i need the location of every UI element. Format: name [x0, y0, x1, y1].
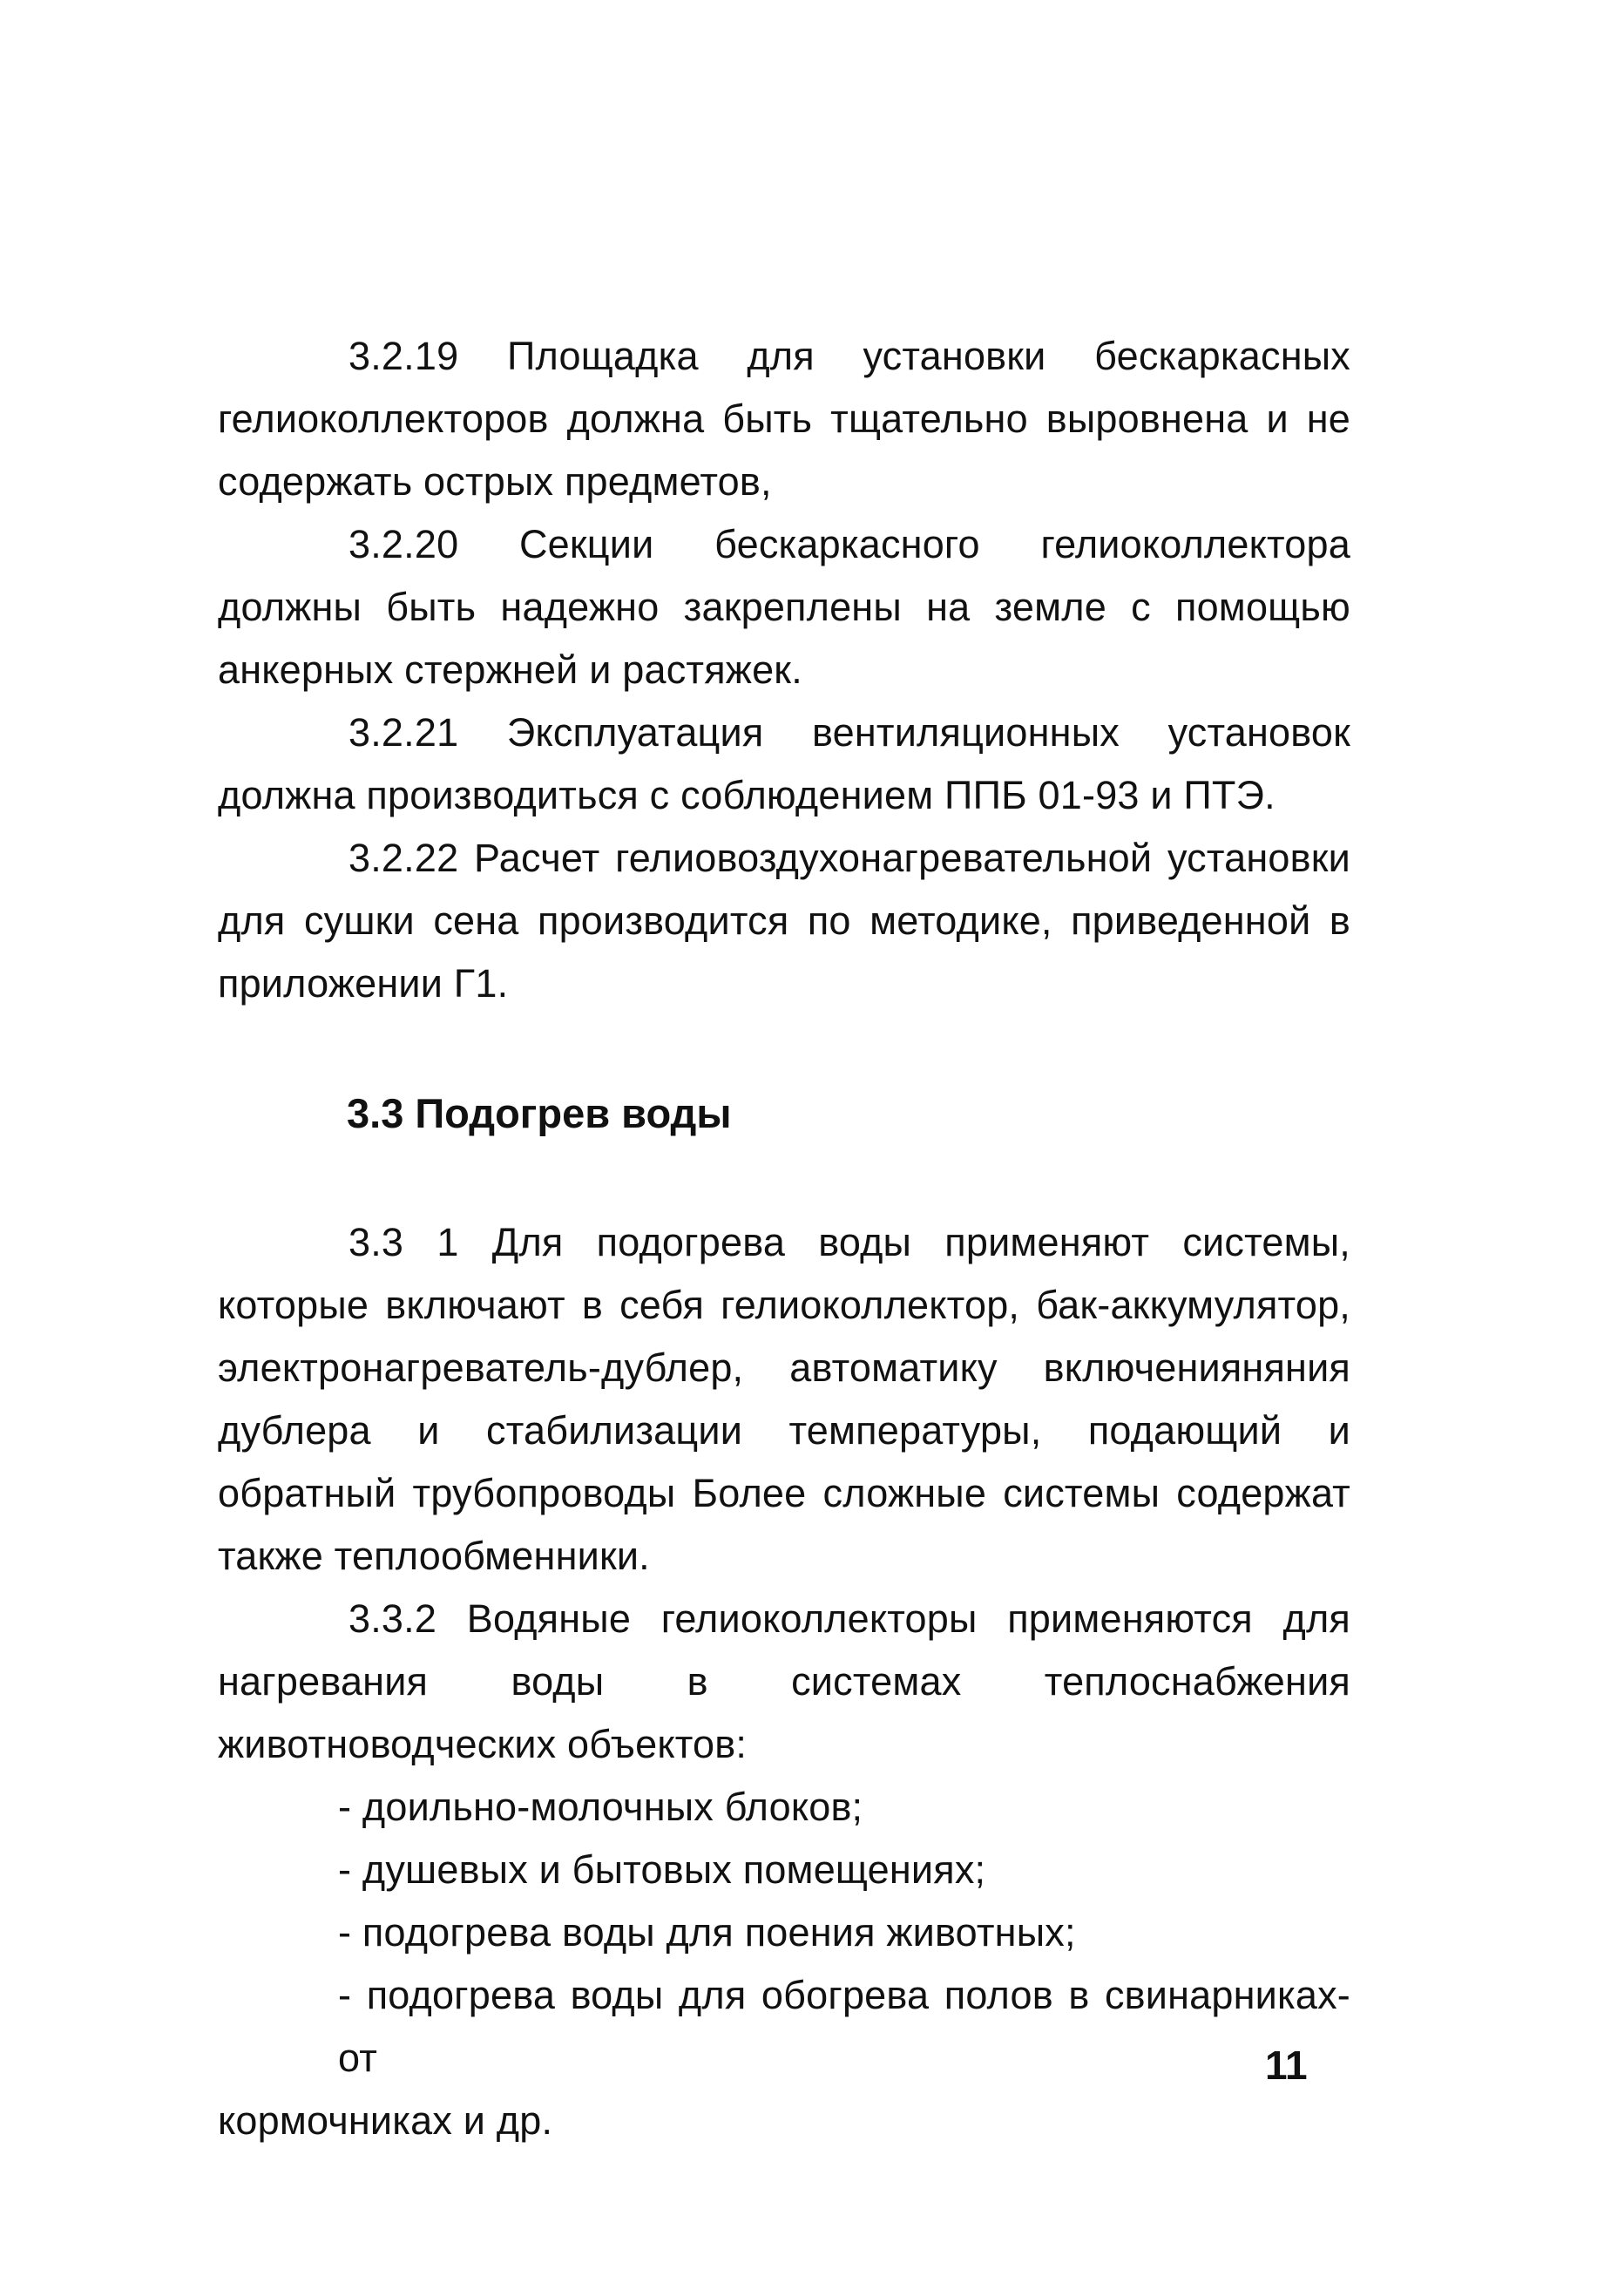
paragraph-3-3-1: 3.3 1 Для подогрева воды применяют системы, которые включают в себя гелиоколлектор, бак-аккумулятор, электронагреватель-дублер, автоматику включенияняния дублера и стабилизации температуры, подающий и обратный трубопроводы Более сложные системы содержат также теплообменники. — [218, 1220, 1350, 1578]
section-heading-3-3: 3.3 Подогрев воды — [347, 1090, 732, 1136]
paragraph-3-3-2: 3.3.2 Водяные гелиоколлекторы применяются для нагревания воды в системах теплоснабжения животноводческих объектов: — [218, 1596, 1350, 1766]
list-item: - доильно-молочных блоков; — [338, 1785, 863, 1829]
page-number: 11 — [1265, 2043, 1308, 2088]
list-item: - подогрева воды для поения животных; — [338, 1910, 1076, 1955]
paragraph-3-2-21: 3.2.21 Эксплуатация вентиляционных установок должна производиться с соблюдением ППБ 01-93 и ПТЭ. — [218, 710, 1350, 817]
list-item: - подогрева воды для обогрева полов в свинарниках-от — [338, 1973, 1350, 2080]
list-item-continuation: кормочниках и др. — [218, 2098, 553, 2143]
paragraph-3-2-20: 3.2.20 Секции бескаркасного гелиоколлектора должны быть надежно закреплены на земле с помощью анкерных стержней и растяжек. — [218, 522, 1350, 692]
list-item: - душевых и бытовых помещениях; — [338, 1847, 986, 1892]
section-3-3-body — [218, 1211, 1350, 2152]
paragraph-3-2-22: 3.2.22 Расчет гелиовоздухонагревательной установки для сушки сена производится по методике, приведенной в приложении Г1. — [218, 836, 1350, 1006]
section-3-2-body — [218, 325, 1350, 1015]
paragraph-3-2-19: 3.2.19 Площадка для установки бескаркасных гелиоколлекторов должна быть тщательно выровнена и не содержать острых предметов, — [218, 334, 1350, 504]
